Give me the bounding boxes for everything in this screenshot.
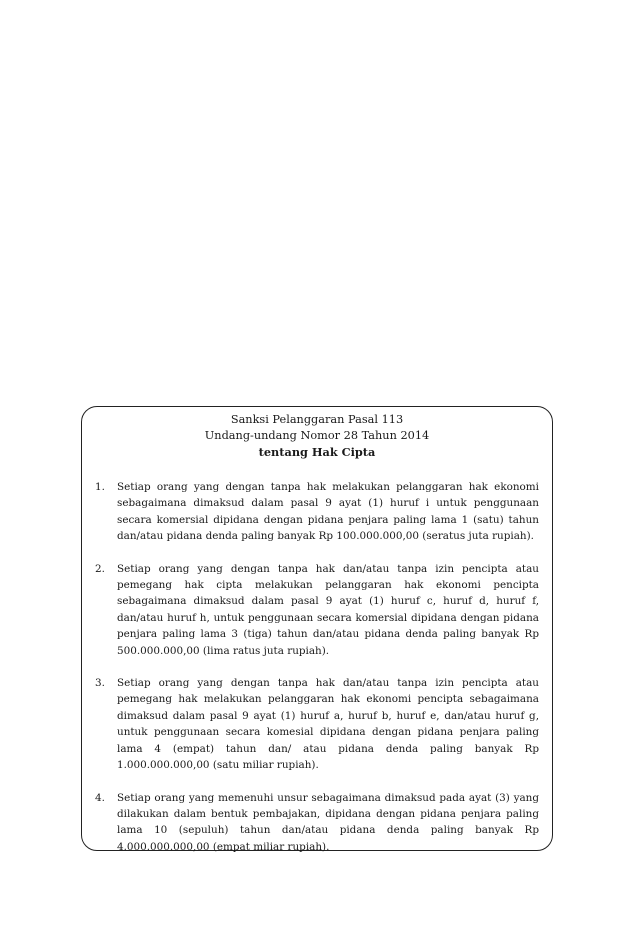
copyright-sanction-box xyxy=(81,406,553,851)
sanction-list xyxy=(95,479,539,855)
item-text: Setiap orang yang dengan tanpa hak melakukan pelanggaran hak ekonomi sebagaimana dimaksud dalam pasal 9 ayat (1) huruf i untuk penggunaan secara komersial dipidana dengan pidana penjara paling lama 1 (satu) tahun dan/atau pidana denda paling banyak Rp 100.000.000,00 (seratus juta rupiah). xyxy=(117,481,539,543)
item-number: 2. xyxy=(95,562,105,575)
sanction-item-2 xyxy=(95,561,539,659)
item-number: 1. xyxy=(95,481,105,493)
notice-subject: tentang Hak Cipta xyxy=(258,445,376,459)
item-number: 3. xyxy=(95,677,105,690)
sanction-item-1 xyxy=(95,479,539,545)
item-number: 4. xyxy=(95,791,105,804)
sanction-item-3 xyxy=(95,675,539,773)
notice-heading xyxy=(95,412,539,460)
notice-title: Sanksi Pelanggaran Pasal 113 xyxy=(230,413,404,426)
item-text: Setiap orang yang dengan tanpa hak dan/atau tanpa izin pencipta atau pemegang hak melakukan pelanggaran hak ekonomi pencipta sebagaimana dimaksud dalam pasal 9 ayat (1) huruf a, huruf b, huruf e, dan/atau huruf g, untuk penggunaan secara komesial dipidana dengan pidana penjara paling lama 4 (empat) tahun dan/ atau pidana denda paling banyak Rp 1.000.000.000,00 (satu miliar rupiah). xyxy=(117,677,539,772)
item-text: Setiap orang yang dengan tanpa hak dan/atau tanpa izin pencipta atau pemegang hak cipta melakukan pelanggaran hak ekonomi pencipta sebagaimana dimaksud dalam pasal 9 ayat (1) huruf c, huruf d, huruf f, dan/atau huruf h, untuk penggunaan secara komersial dipidana dengan pidana penjara paling lama 3 (tiga) tahun dan/atau pidana denda paling banyak Rp 500.000.000,00 (lima ratus juta rupiah). xyxy=(117,562,539,657)
item-text: Setiap orang yang memenuhi unsur sebagaimana dimaksud pada ayat (3) yang dilakukan dalam bentuk pembajakan, dipidana dengan pidana penjara paling lama 10 (sepuluh) tahun dan/atau pidana denda paling banyak Rp 4.000.000.000,00 (empat miliar rupiah). xyxy=(117,791,539,853)
sanction-item-4 xyxy=(95,790,539,856)
notice-law-reference: Undang-undang Nomor 28 Tahun 2014 xyxy=(204,429,430,442)
